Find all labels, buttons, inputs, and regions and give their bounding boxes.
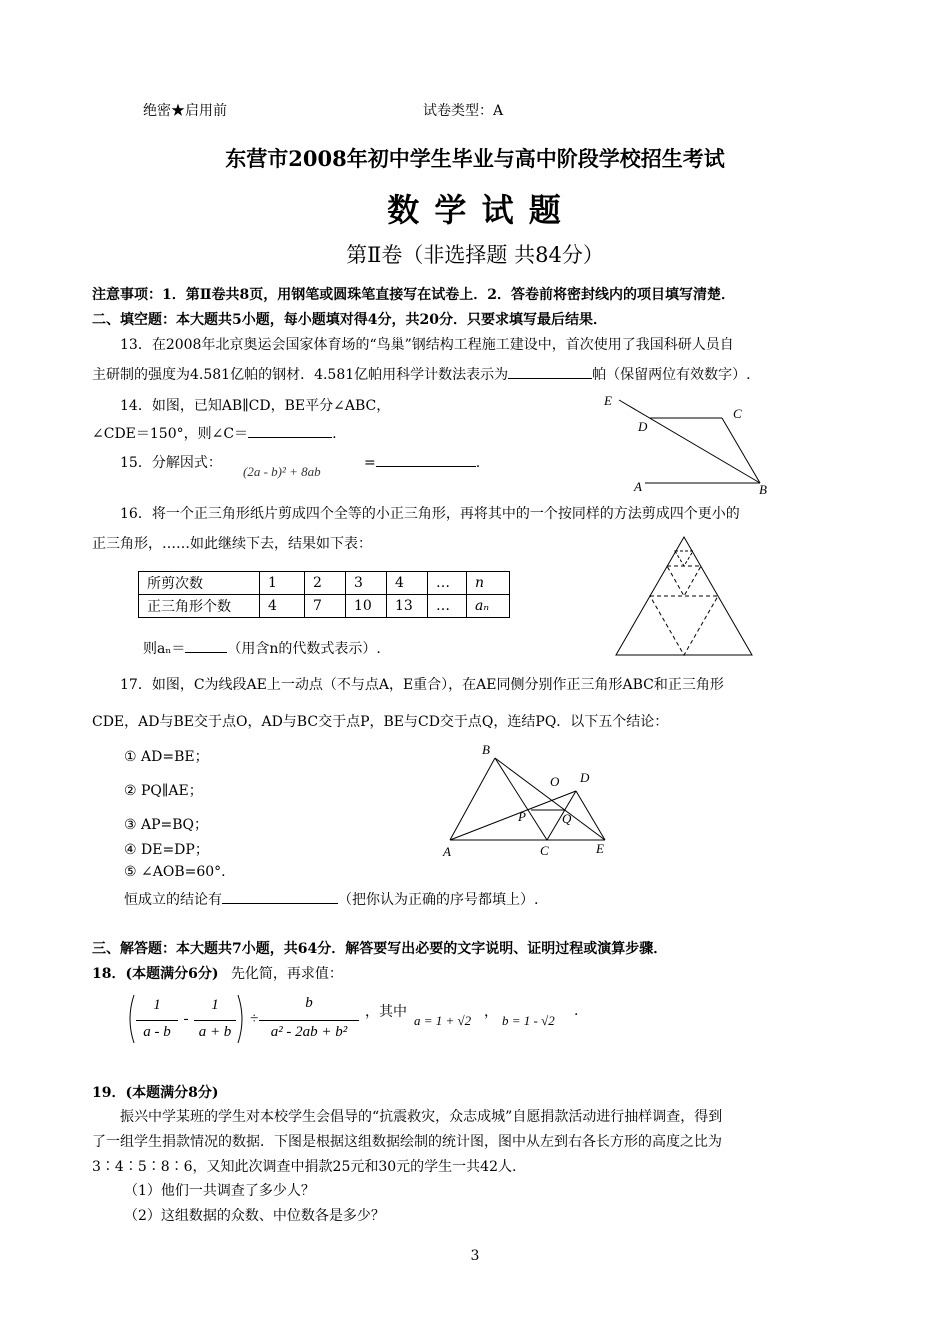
q18-heading — [92, 963, 343, 983]
label-p: P — [518, 809, 526, 824]
a-value: a = 1 + √2 — [414, 1013, 472, 1028]
section2-header: 二、填空题：本大题共5小题，每小题填对得4分，共20分．只要求填写最后结果． — [92, 312, 607, 328]
table-cell: 4 — [260, 595, 305, 618]
q15-expression: (2a - b)² + 8ab — [243, 464, 321, 479]
notice: 注意事项：1．第Ⅱ卷共8页，用钢笔或圆珠笔直接写在试卷上．2．答卷前将密封线内的项目填写清楚． — [92, 287, 736, 303]
q17-conclusion-2: ② PQ∥AE； — [124, 783, 203, 799]
q18-expression — [124, 993, 584, 1048]
q17-conclusion-3: ③ AP=BQ； — [124, 817, 209, 833]
table-cell: 2 — [305, 572, 346, 595]
figure-q17 — [430, 738, 630, 863]
q17-line1: 17．如图，C为线段AE上一动点（不与点A，E重合），在AE同侧分别作正三角形ABC和正三角形 — [120, 677, 724, 693]
q17-conclusion-5: ⑤ ∠AOB=60°. — [124, 864, 226, 880]
q17-line2: CDE，AD与BE交于点O，AD与BC交于点P，BE与CD交于点Q，连结PQ．以下五个结论： — [92, 714, 669, 730]
q17-answer-blank[interactable] — [222, 889, 338, 904]
frac3-numerator: b — [305, 995, 313, 1011]
frac2-numerator: 1 — [211, 997, 219, 1013]
subject-title: 数 学 试 题 — [387, 191, 563, 229]
label-e: E — [596, 841, 604, 856]
frac3-bar — [259, 1020, 359, 1021]
table-cell: 10 — [346, 595, 387, 618]
label-c: C — [733, 406, 742, 421]
table-cell: … — [428, 595, 467, 618]
cut-level-2 — [667, 566, 701, 596]
label-d: D — [638, 419, 648, 434]
figure-q16 — [610, 533, 760, 658]
q19-sub1: （1）他们一共调查了多少人？ — [124, 1183, 315, 1199]
volume-title: 第Ⅱ卷（非选择题 共84分） — [346, 243, 604, 267]
frac3-denominator: a² - 2ab + b² — [270, 1024, 348, 1040]
frac1-numerator: 1 — [153, 997, 161, 1013]
divide-sign: ÷ — [249, 1011, 259, 1027]
figure-q14 — [590, 385, 790, 500]
comma: ， — [484, 1004, 498, 1020]
label-a: A — [443, 844, 451, 859]
q19-line1: 振兴中学某班的学生对本校学生会倡导的“抗震救灾，众志成城”自愿捐款活动进行抽样调查，得到 — [120, 1109, 723, 1125]
section3-header: 三、解答题：本大题共7小题，共64分．解答要写出必要的文字说明、证明过程或演算步骤． — [92, 941, 668, 957]
paper-type-label: 试卷类型：A — [423, 103, 504, 119]
q16-line1: 16．将一个正三角形纸片剪成四个全等的小正三角形，再将其中的一个按同样的方法剪成四个更小的 — [120, 506, 740, 522]
left-paren — [124, 993, 136, 1045]
line-cb — [722, 418, 760, 483]
table-cell: 3 — [346, 572, 387, 595]
page-number: 3 — [470, 1248, 480, 1264]
right-paren — [236, 993, 248, 1045]
q18-title: 18．(本题满分6分) — [92, 966, 219, 982]
frac2-bar — [194, 1020, 236, 1021]
q19-sub2: （2）这组数据的众数、中位数各是多少？ — [124, 1208, 385, 1224]
cut-level-1 — [650, 596, 718, 655]
q16-answer: 则aₙ＝ （用含n的代数式表示）. — [143, 638, 381, 658]
q16-table — [138, 571, 510, 618]
q13-line2: 主研制的强度为4.581亿帕的钢材．4.581亿帕用科学计数法表示为 帕（保留两位有效数字）. — [92, 364, 751, 384]
table-cell: 正三角形个数 — [139, 595, 260, 618]
frac2-denominator: a + b — [198, 1024, 232, 1040]
label-a: A — [634, 479, 642, 494]
label-o: O — [550, 774, 560, 789]
q14-answer-blank[interactable] — [248, 423, 332, 438]
q13-answer-blank[interactable] — [508, 364, 592, 379]
label-e: E — [604, 393, 612, 408]
q17-conclusion-1: ① AD=BE； — [124, 749, 209, 765]
q18-text: 先化简，再求值： — [230, 966, 343, 982]
frac1-denominator: a - b — [143, 1024, 171, 1040]
q19-line2: 了一组学生捐款情况的数据．下图是根据这组数据绘制的统计图，图中从左到右各长方形的高度之比为 — [92, 1134, 722, 1150]
b-value: b = 1 - √2 — [502, 1013, 555, 1028]
q17-answer: 恒成立的结论有 （把你认为正确的序号都填上）. — [124, 889, 538, 909]
table-row — [139, 595, 510, 618]
cut-level-3 — [675, 551, 693, 566]
table-cell: aₙ — [467, 595, 510, 618]
q15-answer: = . — [364, 452, 480, 471]
q13-line1: 13．在2008年北京奥运会国家体育场的“鸟巢”钢结构工程施工建设中，首次使用了我国科研人员自 — [120, 337, 734, 353]
secret-label: 绝密★启用前 — [143, 103, 227, 119]
q19-line3: 3∶4∶5∶8∶6，又知此次调查中捐款25元和30元的学生一共42人. — [92, 1159, 517, 1175]
q15-answer-blank[interactable] — [376, 452, 476, 467]
table-cell: 13 — [387, 595, 428, 618]
label-b: B — [482, 742, 490, 757]
table-cell: 1 — [260, 572, 305, 595]
q17-conclusion-4: ④ DE=DP； — [124, 842, 209, 858]
table-cell: 所剪次数 — [139, 572, 260, 595]
table-cell: … — [428, 572, 467, 595]
exam-title: 东营市2008年初中学生毕业与高中阶段学校招生考试 — [225, 146, 725, 171]
q14-line2: ∠CDE＝150°，则∠C＝ . — [92, 423, 337, 443]
line-ad — [450, 791, 576, 840]
table-cell: n — [467, 572, 510, 595]
line-ab — [450, 758, 495, 840]
line-de — [576, 791, 605, 840]
label-c: C — [540, 843, 549, 858]
minus-sign: - — [183, 1011, 189, 1027]
table-cell: 7 — [305, 595, 346, 618]
label-b: B — [759, 482, 767, 497]
frac1-bar — [136, 1020, 178, 1021]
q19-title: 19．(本题满分8分) — [92, 1085, 219, 1101]
table-cell: 4 — [387, 572, 428, 595]
table-row — [139, 572, 510, 595]
label-q: Q — [562, 811, 572, 826]
q15-prefix: 15．分解因式： — [120, 455, 222, 471]
outer-triangle — [616, 537, 752, 655]
q16-line2: 正三角形，……如此继续下去，结果如下表： — [92, 536, 372, 552]
q16-answer-blank[interactable] — [185, 638, 227, 653]
q14-line1: 14．如图，已知AB∥CD，BE平分∠ABC， — [120, 398, 391, 414]
label-d: D — [580, 770, 590, 785]
line-bc — [495, 758, 547, 840]
where-text: ，其中 — [365, 1004, 407, 1020]
end-period: . — [574, 1003, 579, 1019]
